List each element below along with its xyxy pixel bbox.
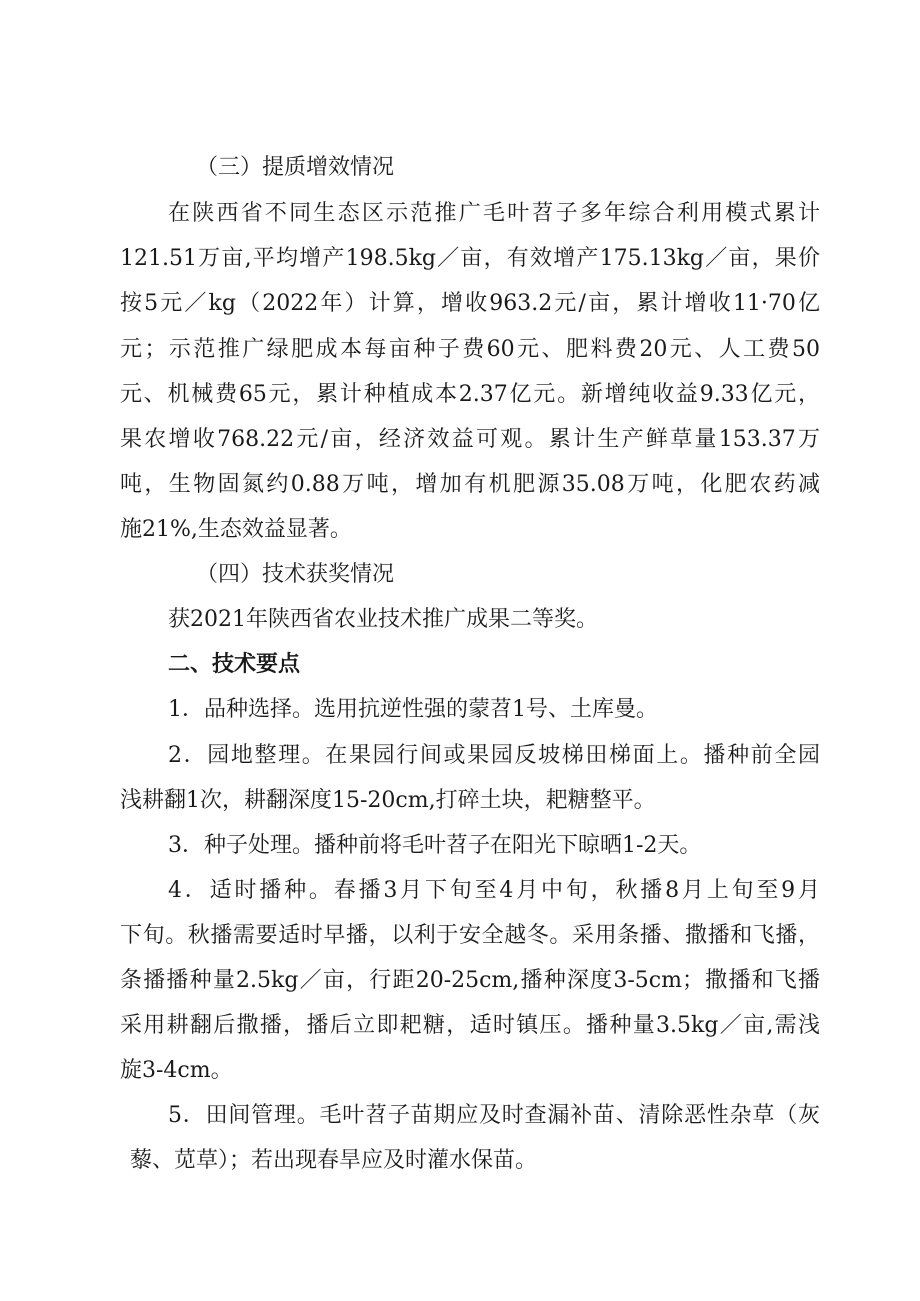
paragraph-line: 果农增收768.22元/亩，经济效益可观。累计生产鲜草量153.37万: [120, 427, 820, 452]
item-4-line: 4．适时播种。春播3月下旬至4月中旬，秋播8月上旬至9月: [168, 878, 820, 903]
item-5-line: 藜、苋草）；若出现春旱应及时灌水保苗。: [130, 1148, 538, 1173]
item-2-line: 浅耕翻1次，耕翻深度15-20cm,打碎土块，耙糖整平。: [120, 788, 656, 813]
item-3: 3．种子处理。播种前将毛叶苕子在阳光下晾晒1-2天。: [168, 833, 702, 858]
item-4-line: 旋3-4cm。: [120, 1058, 233, 1083]
section-3-title: （三）提质增效情况: [196, 155, 395, 180]
award-line: 获2021年陕西省农业技术推广成果二等奖。: [168, 607, 598, 632]
item-4-line: 下旬。秋播需要适时早播，以利于安全越冬。采用条播、撒播和飞播，: [120, 923, 820, 948]
paragraph-line: 按5元／kg（2022年）计算，增收963.2元/亩，累计增收11·70亿: [120, 291, 820, 316]
paragraph-line: 元；示范推广绿肥成本每亩种子费60元、肥料费20元、人工费50: [120, 337, 820, 362]
section-4-title: （四）技术获奖情况: [196, 562, 395, 587]
item-5-line: 5．田间管理。毛叶苕子苗期应及时查漏补苗、清除恶性杂草（灰: [168, 1103, 820, 1128]
paragraph-line: 在陕西省不同生态区示范推广毛叶苕子多年综合利用模式累计: [168, 201, 820, 226]
section-heading-2: 二、技术要点: [168, 652, 301, 677]
item-1: 1．品种选择。选用抗逆性强的蒙苕1号、土库曼。: [168, 697, 658, 722]
paragraph-line: 元、机械费65元，累计种植成本2.37亿元。新增纯收益9.33亿元，: [120, 382, 820, 407]
item-2-line: 2．园地整理。在果园行间或果园反坡梯田梯面上。播种前全园: [168, 743, 820, 768]
item-4-line: 采用耕翻后撒播，播后立即耙糖，适时镇压。播种量3.5kg／亩,需浅: [120, 1013, 820, 1038]
paragraph-line: 121.51万亩,平均增产198.5kg／亩，有效增产175.13kg／亩，果价: [120, 246, 820, 271]
paragraph-line: 吨，生物固氮约0.88万吨，增加有机肥源35.08万吨，化肥农药减: [120, 472, 820, 497]
paragraph-line: 施21%,生态效益显著。: [120, 517, 352, 542]
item-4-line: 条播播种量2.5kg／亩，行距20-25cm,播种深度3-5cm；撒播和飞播: [120, 968, 820, 993]
